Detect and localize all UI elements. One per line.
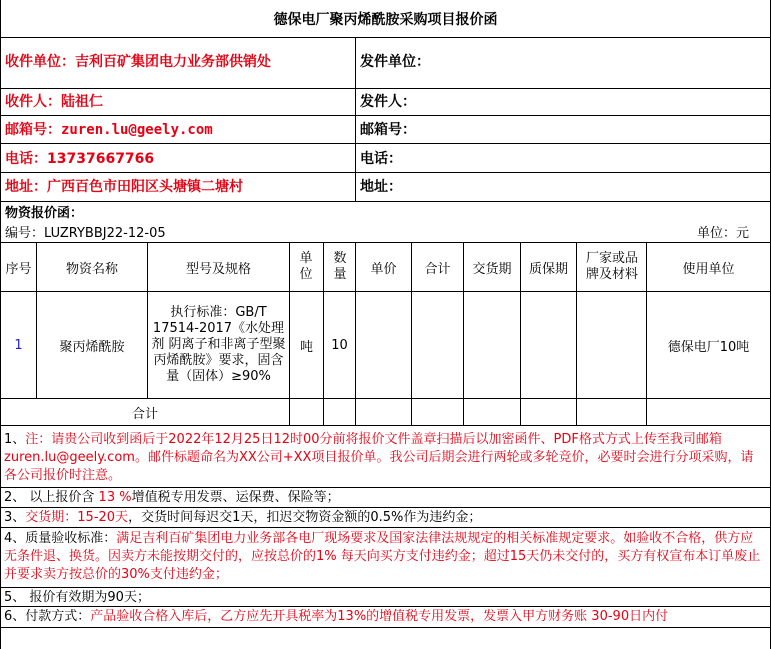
note-4 [4,530,766,586]
col-header-spec: 型号及规格 [185,261,251,277]
note-3-b: ，交货时间每迟交1天，扣迟交物资金额的0.5%作为违约金； [128,510,482,525]
col-header-unit: 单位 [299,251,313,282]
row-spec: 执行标准：GB/T 17514-2017《水处理剂 阴离子和非离子型聚丙烯酰胺》要求，固含量（固体）≥90% [151,305,286,384]
row-user: 德保电厂10吨 [667,339,750,355]
col-header-price: 单价 [370,261,397,277]
page-title: 德保电厂聚丙烯酰胺采购项目报价函 [273,11,498,28]
note-3-delivery: 交货期：15-20天 [25,510,129,525]
col-header-delivery: 交货期 [472,261,512,277]
note-6-a: 6、付款方式： [4,609,91,624]
note-1-text: 注：请贵公司收到函后于2022年12月25日12时00分前将报价文件盖章扫描后以加密函件、PDF格式方式上传至我司邮箱zuren.lu@geely.com。邮件标题命名为XX公司+XX项目报价单。我公司后期会进行两轮或多轮竞价，必要时会进行分项采购，请各公司报价时注意。 [4,432,754,483]
recipient-email [5,122,213,138]
sender-unit: 发件单位： [360,54,430,70]
row-brand-cell[interactable] [577,292,646,398]
col-header-name: 物资名称 [65,261,118,277]
col-header-qty: 数量 [333,251,347,282]
section-title: 物资报价函： [5,206,84,221]
sender-address: 地址： [360,179,402,195]
note-4-text: 满足吉利百矿集团电力业务部各电厂现场要求及国家法律法规规定的相关标准规定要求。如验收不合格，供方应无条件退、换货。因卖方未能按期交付的，应按总价的1% 每天向买方支付违约金；超过15天仍未交付的，买方有权宣布本订单废止并要求卖方按总价的30%支付违约金； [4,531,761,582]
col-header-user: 使用单位 [682,261,735,277]
note-3-a: 3、 [4,510,26,525]
row-total-cell[interactable] [412,292,463,398]
note-2 [4,490,340,506]
sender-person: 发件人： [360,94,416,110]
note-2-b: 增值税专用发票、运保费、保险等； [131,490,340,505]
row-delivery-cell[interactable] [464,292,520,398]
row-qty: 10 [331,337,348,353]
note-6-text: 产品验收合格入库后，乙方应先开具税率为13%的增值税专用发票，发票入甲方财务账 30-90日内付 [90,609,669,624]
row-unit: 吨 [299,339,313,355]
recipient-email-label: 邮箱号： [5,122,61,138]
recipient-email-value[interactable]: zuren.lu@geely.com [61,122,213,138]
note-1-prefix: 1、 [4,432,26,447]
note-2-a: 2、 以上报价含 [4,490,99,505]
serial-number: 编号：LUZRYBBJ22-12-05 [5,226,166,241]
col-header-no: 序号 [5,261,32,277]
row-warranty-cell[interactable] [521,292,576,398]
row-no: 1 [14,337,23,353]
note-2-tax: 13 % [98,490,132,505]
recipient-unit: 收件单位：吉利百矿集团电力业务部供销处 [5,54,271,70]
note-4-a: 4、质量验收标准： [4,531,117,546]
row-name: 聚丙烯酰胺 [59,339,125,355]
col-header-brand: 厂家或品牌及材料 [585,251,638,282]
row-price-cell[interactable] [356,292,411,398]
recipient-address: 地址：广西百色市田阳区头塘镇二塘村 [5,179,243,195]
sum-label: 合计 [131,406,158,422]
col-header-total: 合计 [424,261,451,277]
note-3 [4,510,481,526]
col-header-warranty: 质保期 [528,261,568,277]
sender-email: 邮箱号： [360,122,416,138]
note-6 [4,609,766,625]
note-1 [4,431,766,487]
note-5: 5、 报价有效期为90天； [4,590,150,605]
recipient-phone: 电话：13737667766 [5,151,155,167]
unit-note: 单位：元 [697,226,750,241]
sender-phone: 电话： [360,151,402,167]
recipient-person: 收件人：陆祖仁 [5,94,103,110]
